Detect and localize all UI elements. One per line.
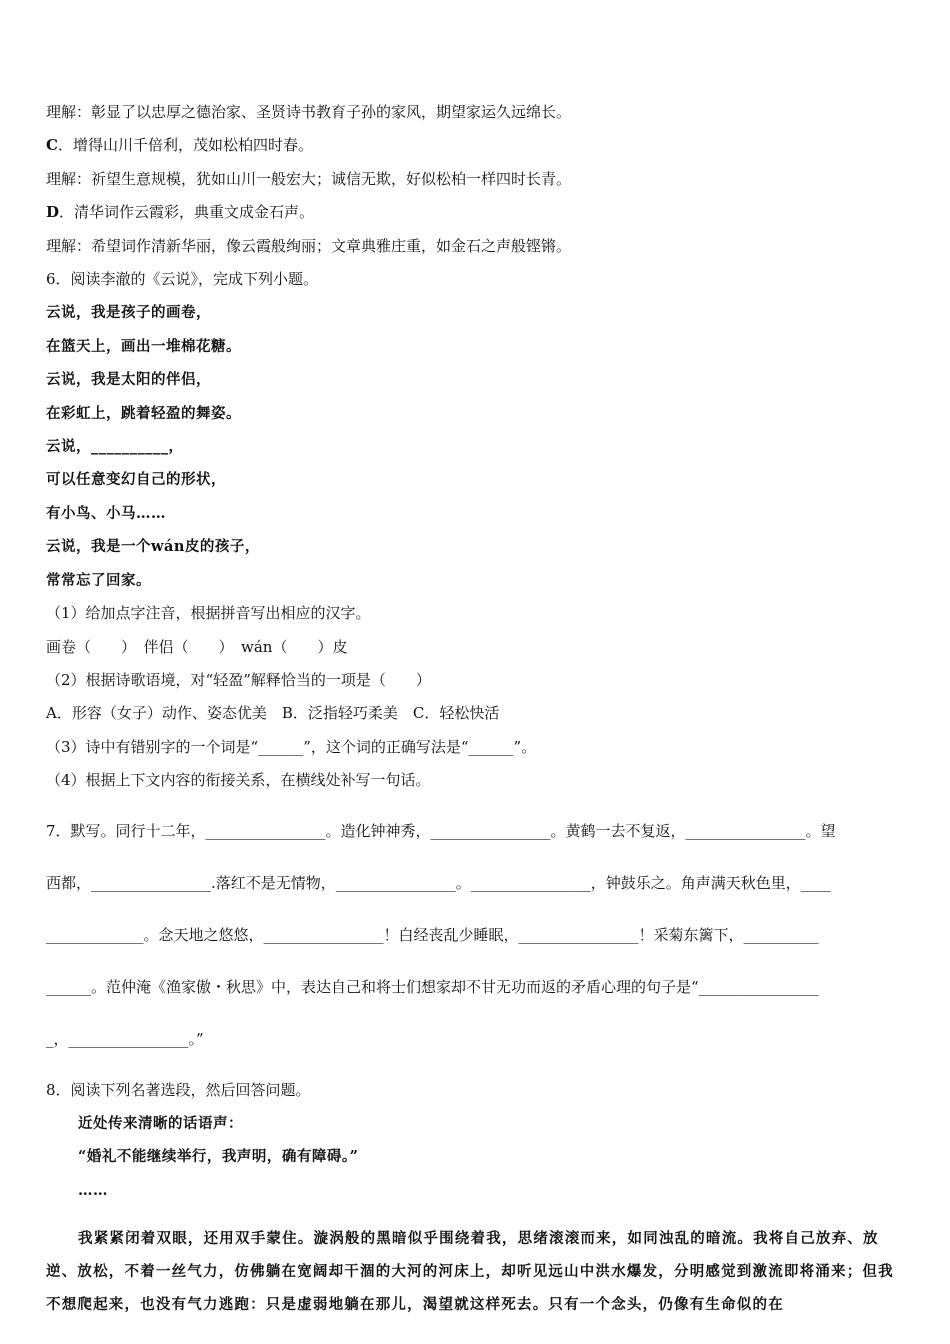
poem-line: 云说，我是一个wán皮的孩子， <box>46 538 260 556</box>
poem-line-blank: 云说，__________， <box>46 438 184 456</box>
poem-line: 在篮天上，画出一堆棉花糖。 <box>46 337 241 355</box>
question-7-line: 西都，________________.落红不是无情物，________________。________________，钟鼓乐之。角声满天秋色里，____ <box>46 873 831 892</box>
document-page <box>46 96 908 1336</box>
poem-line: 有小鸟、小马…… <box>46 504 166 522</box>
question-7-line: ______。范仲淹《渔家傲・秋思》中，表达自己和将士们想家却不甘无功而返的矛盾心理的句子是“________________ <box>46 978 819 997</box>
question-6-2-options: A．形容（女子）动作、姿态优美 B．泛指轻巧柔美 C．轻松快活 <box>46 704 500 723</box>
excerpt-line: …… <box>78 1181 108 1199</box>
excerpt-line: 近处传来清晰的话语声： <box>78 1114 243 1132</box>
poem-line: 在彩虹上，跳着轻盈的舞姿。 <box>46 404 241 422</box>
option-d-letter: D <box>46 203 60 222</box>
question-8-title: 8．阅读下列名著选段，然后回答问题。 <box>46 1080 311 1099</box>
item-c-couplet <box>46 129 908 162</box>
question-7-line: 7．默写。同行十二年，________________。造化钟神秀，________________。黄鹤一去不复返，________________。望 <box>46 821 836 840</box>
item-d-couplet <box>46 196 908 229</box>
question-6-title: 6．阅读李澈的《云说》，完成下列小题。 <box>46 270 319 289</box>
item-d-interpretation: 理解：希望词作清新华丽，像云霞般绚丽；文章典雅庄重，如金石之声般铿锵。 <box>46 236 572 255</box>
option-c-text: ．增得山川千倍利，茂如松柏四时春。 <box>57 136 313 155</box>
item-c-interpretation: 理解：祈望生意规模，犹如山川一般宏大；诚信无欺，好似松柏一样四时长青。 <box>46 169 572 188</box>
question-6-2: （2）根据诗歌语境，对“轻盈”解释恰当的一项是（ ） <box>46 670 431 689</box>
question-6-3: （3）诗中有错别字的一个词是“______”，这个词的正确写法是“______”。 <box>46 737 537 756</box>
question-6-4: （4）根据上下文内容的衔接关系，在横线处补写一句话。 <box>46 771 431 790</box>
question-6-1: （1）给加点字注音，根据拼音写出相应的汉字。 <box>46 604 371 623</box>
poem-line: 常常忘了回家。 <box>46 571 151 589</box>
option-d-text: ．清华词作云霞彩，典重文成金石声。 <box>59 203 315 222</box>
poem-line: 云说，我是太阳的伴侣， <box>46 371 211 389</box>
question-6-1-items: 画卷（ ） 伴侣（ ） wán（ ）皮 <box>46 637 348 656</box>
option-c-letter: C <box>46 136 58 155</box>
question-7-line: _，________________。” <box>46 1030 204 1049</box>
item-b-interpretation: 理解：彰显了以忠厚之德治家、圣贤诗书教育子孙的家风，期望家运久远绵长。 <box>46 103 572 121</box>
excerpt-line: “婚礼不能继续举行，我声明，确有障碍。” <box>78 1148 359 1166</box>
poem-line: 云说，我是孩子的画卷， <box>46 304 211 322</box>
question-7-line: _____________。念天地之悠悠，________________！白经丧乱少睡眠，________________！采菊东篱下，__________ <box>46 925 819 944</box>
excerpt-paragraph: 我紧紧闭着双眼，还用双手蒙住。漩涡般的黑暗似乎围绕着我，思绪滚滚而来，如同浊乱的暗流。我将自己放弃、放逆、放松，不着一丝气力，仿佛躺在宽阔却干涸的大河的河床上，却听见远山中洪水爆发，分明感觉到激流即将涌来；但我不想爬起来，也没有气力逃跑：只是虚弱地躺在那儿，渴望就这样死去。只有一个念头，仍像有生命似的在 <box>46 1229 894 1314</box>
poem-line: 可以任意变幻自己的形状， <box>46 471 226 489</box>
